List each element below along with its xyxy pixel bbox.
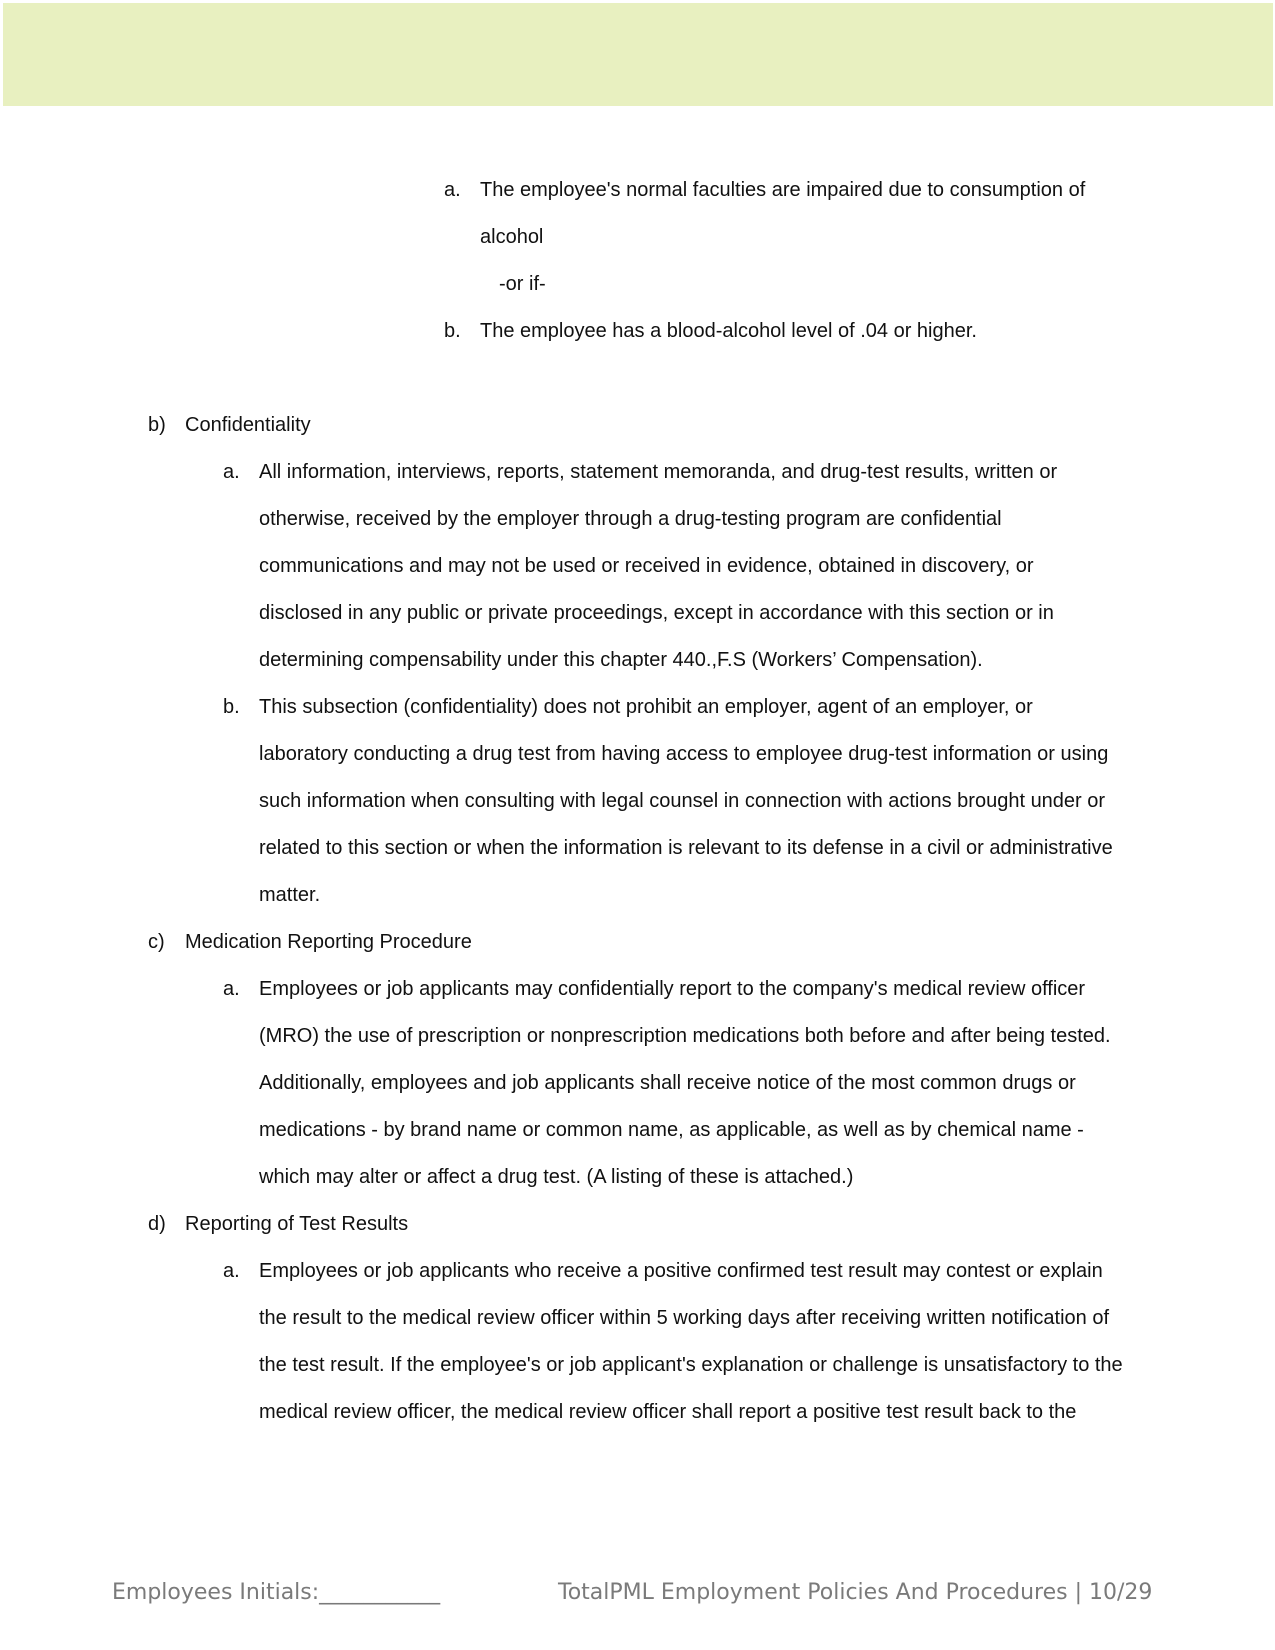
list-marker: b. bbox=[444, 320, 461, 342]
list-item-text: The employee has a blood-alcohol level of .04 or higher. bbox=[480, 320, 977, 342]
list-item-text: alcohol bbox=[480, 226, 544, 248]
list-marker: a. bbox=[223, 1260, 240, 1282]
list-marker: a. bbox=[223, 978, 240, 1000]
list-item-text: The employee's normal faculties are impaired due to consumption of bbox=[480, 179, 1086, 201]
list-marker: a. bbox=[223, 461, 240, 483]
section-heading-confidentiality: Confidentiality bbox=[185, 414, 311, 436]
list-marker: b. bbox=[223, 696, 240, 718]
section-marker: b) bbox=[148, 414, 166, 436]
header-band bbox=[3, 3, 1273, 106]
paragraph-line: otherwise, received by the employer through a drug-testing program are confidential bbox=[259, 508, 1002, 530]
paragraph-line: All information, interviews, reports, statement memoranda, and drug-test results, written or bbox=[259, 461, 1058, 483]
paragraph-line: Employees or job applicants who receive a positive confirmed test result may contest or explain bbox=[259, 1260, 1103, 1282]
paragraph-line: the test result. If the employee's or job applicant's explanation or challenge is unsatisfactory to the bbox=[259, 1354, 1123, 1376]
paragraph-line: such information when consulting with legal counsel in connection with actions brought under or bbox=[259, 790, 1106, 812]
paragraph-line: Employees or job applicants may confidentially report to the company's medical review officer bbox=[259, 978, 1086, 1000]
paragraph-line: related to this section or when the information is relevant to its defense in a civil or administrative bbox=[259, 837, 1113, 859]
paragraph-line: Additionally, employees and job applicants shall receive notice of the most common drugs or bbox=[259, 1072, 1076, 1094]
list-marker: a. bbox=[444, 179, 461, 201]
footer-title: TotalPML Employment Policies And Procedures | 10/29 bbox=[558, 1580, 1153, 1605]
paragraph-line: which may alter or affect a drug test. (A listing of these is attached.) bbox=[259, 1166, 854, 1188]
paragraph-line: the result to the medical review officer within 5 working days after receiving written notification of bbox=[259, 1307, 1110, 1329]
section-marker: c) bbox=[148, 931, 165, 953]
paragraph-line: laboratory conducting a drug test from having access to employee drug-test information or using bbox=[259, 743, 1109, 765]
section-marker: d) bbox=[148, 1213, 166, 1235]
paragraph-line: disclosed in any public or private proceedings, except in accordance with this section or in bbox=[259, 602, 1054, 624]
paragraph-line: medications - by brand name or common name, as applicable, as well as by chemical name - bbox=[259, 1119, 1084, 1141]
paragraph-line: medical review officer, the medical review officer shall report a positive test result back to the bbox=[259, 1401, 1077, 1423]
or-if-connector: -or if- bbox=[499, 273, 546, 295]
paragraph-line: This subsection (confidentiality) does not prohibit an employer, agent of an employer, or bbox=[259, 696, 1033, 718]
section-heading-medication: Medication Reporting Procedure bbox=[185, 931, 472, 953]
paragraph-line: (MRO) the use of prescription or nonprescription medications both before and after being tested. bbox=[259, 1025, 1111, 1047]
section-heading-reporting: Reporting of Test Results bbox=[185, 1213, 409, 1235]
paragraph-line: matter. bbox=[259, 884, 321, 906]
paragraph-line: determining compensability under this chapter 440.,F.S (Workers’ Compensation). bbox=[259, 649, 983, 671]
paragraph-line: communications and may not be used or received in evidence, obtained in discovery, or bbox=[259, 555, 1034, 577]
footer-initials: Employees Initials:___________ bbox=[112, 1580, 441, 1605]
